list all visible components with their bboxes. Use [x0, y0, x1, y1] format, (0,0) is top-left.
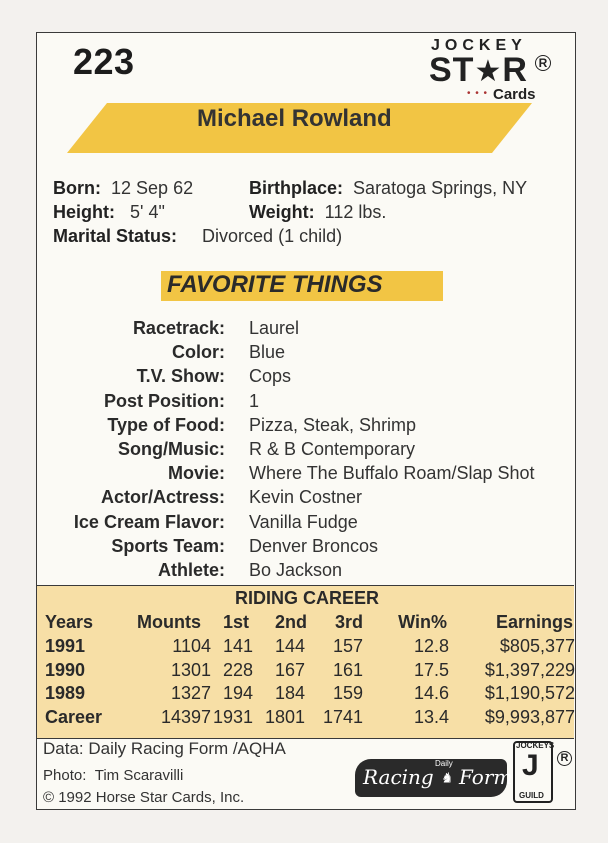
career-cell: 1990	[45, 659, 86, 680]
favorite-label: T.V. Show:	[136, 366, 225, 387]
birthplace-label: Birthplace:	[249, 178, 344, 198]
guild-top-text: JOCKEYS	[516, 741, 555, 750]
favorite-value: Where The Buffalo Roam/Slap Shot	[249, 463, 535, 484]
favorite-label: Post Position:	[104, 390, 225, 411]
career-cell: 159	[332, 683, 363, 704]
career-cell: $1,190,572	[484, 683, 575, 704]
favorites-title: FAVORITE THINGS	[167, 271, 383, 298]
career-cell: 184	[274, 683, 305, 704]
birthplace-row	[249, 178, 527, 199]
career-cell: 161	[332, 659, 363, 680]
career-cell: 14397	[160, 706, 211, 727]
favorite-label: Type of Food:	[107, 414, 225, 435]
guild-registered-icon: R	[557, 751, 572, 766]
logo-star-text	[429, 51, 528, 90]
photo-label: Photo:	[43, 767, 87, 784]
jockey-name: Michael Rowland	[197, 105, 392, 132]
star-icon: ★	[474, 55, 503, 88]
career-cell: 12.8	[413, 636, 449, 656]
favorite-label: Movie:	[167, 463, 225, 484]
career-cell: 14.6	[413, 683, 449, 704]
career-header-cell: Years	[45, 612, 94, 632]
logo-accent-dots: • • •	[467, 88, 489, 99]
career-cell: 1989	[45, 683, 86, 704]
favorite-value: Kevin Costner	[249, 487, 363, 508]
photographer: Tim Scaravilli	[94, 767, 184, 784]
riding-career-table	[37, 585, 574, 739]
trading-card-back	[36, 32, 576, 810]
career-title: RIDING CAREER	[235, 588, 380, 608]
born-value: 12 Sep 62	[111, 178, 194, 198]
logo-jockey-text: JOCKEY	[431, 37, 527, 54]
career-header-cell: 1st	[222, 612, 249, 632]
racing-form-text	[363, 765, 512, 789]
logo-cards-text: Cards	[493, 86, 536, 103]
favorite-value: R & B Contemporary	[249, 439, 416, 459]
career-cell: 1301	[170, 659, 211, 680]
favorite-label: Racetrack:	[132, 318, 225, 338]
career-cell: 228	[222, 659, 253, 680]
favorite-value: Cops	[249, 366, 292, 387]
marital-row	[53, 226, 342, 247]
favorite-value: Pizza, Steak, Shrimp	[249, 414, 417, 435]
weight-row	[249, 202, 386, 223]
favorite-label: Ice Cream Flavor:	[73, 511, 225, 532]
career-cell: 1801	[264, 706, 305, 727]
favorite-value: Bo Jackson	[249, 560, 343, 580]
career-cell: 1931	[212, 706, 253, 727]
favorite-value: Denver Broncos	[249, 535, 379, 556]
favorite-label: Song/Music:	[118, 439, 225, 459]
career-cell: 1741	[322, 706, 363, 727]
height-value: 5' 4"	[130, 202, 165, 222]
career-cell: 13.4	[413, 706, 449, 727]
career-cell: 141	[222, 636, 253, 656]
career-cell: Career	[45, 706, 103, 727]
career-cell: 157	[332, 636, 363, 656]
favorite-value: 1	[249, 390, 260, 411]
favorite-label: Sports Team:	[111, 535, 225, 556]
career-cell: 17.5	[413, 659, 449, 680]
marital-value: Divorced (1 child)	[202, 226, 343, 246]
favorite-label: Actor/Actress:	[100, 487, 225, 508]
card-number: 223	[73, 41, 135, 82]
career-cell: $1,397,229	[484, 659, 575, 680]
born-label: Born:	[53, 178, 101, 198]
born-row	[53, 178, 193, 199]
favorite-value: Blue	[249, 342, 286, 363]
birthplace-value: Saratoga Springs, NY	[353, 178, 528, 198]
photo-credit	[43, 767, 183, 784]
height-label: Height:	[53, 202, 115, 222]
career-cell: 1104	[172, 636, 211, 656]
favorite-value: Laurel	[249, 318, 300, 338]
career-cell: $805,377	[499, 636, 575, 656]
racing-form-daily: Daily	[435, 759, 453, 768]
favorite-label: Color:	[172, 342, 225, 363]
horse-icon: ♞	[440, 770, 453, 787]
copyright: © 1992 Horse Star Cards, Inc.	[43, 789, 245, 806]
logo-star-left: ST	[429, 51, 475, 89]
career-cell: 144	[274, 636, 305, 656]
career-header-cell: 3rd	[334, 612, 363, 632]
racing-form-right: Form	[459, 765, 513, 789]
career-header-cell: 2nd	[274, 612, 307, 632]
racing-form-left: Racing	[363, 765, 434, 789]
career-cell: 194	[222, 683, 253, 704]
career-header-cell: Earnings	[495, 612, 573, 632]
career-header-cell: Win%	[398, 612, 447, 632]
registered-mark-icon: R	[535, 55, 551, 71]
boot-icon: J	[522, 749, 539, 782]
weight-label: Weight:	[249, 202, 315, 222]
career-cell: 1327	[170, 683, 211, 704]
logo-star-right: R	[502, 51, 528, 89]
career-cell: 167	[274, 659, 305, 680]
weight-value: 112 lbs.	[324, 202, 387, 222]
data-source: Data: Daily Racing Form /AQHA	[43, 739, 286, 758]
guild-bottom-text: GUILD	[519, 791, 544, 800]
height-row	[53, 202, 165, 223]
career-header-cell: Mounts	[137, 612, 201, 632]
career-cell: $9,993,877	[484, 706, 575, 727]
favorite-value: Vanilla Fudge	[249, 511, 358, 532]
marital-label: Marital Status:	[53, 226, 178, 246]
career-cell: 1991	[45, 636, 86, 656]
favorite-label: Athlete:	[158, 560, 225, 580]
